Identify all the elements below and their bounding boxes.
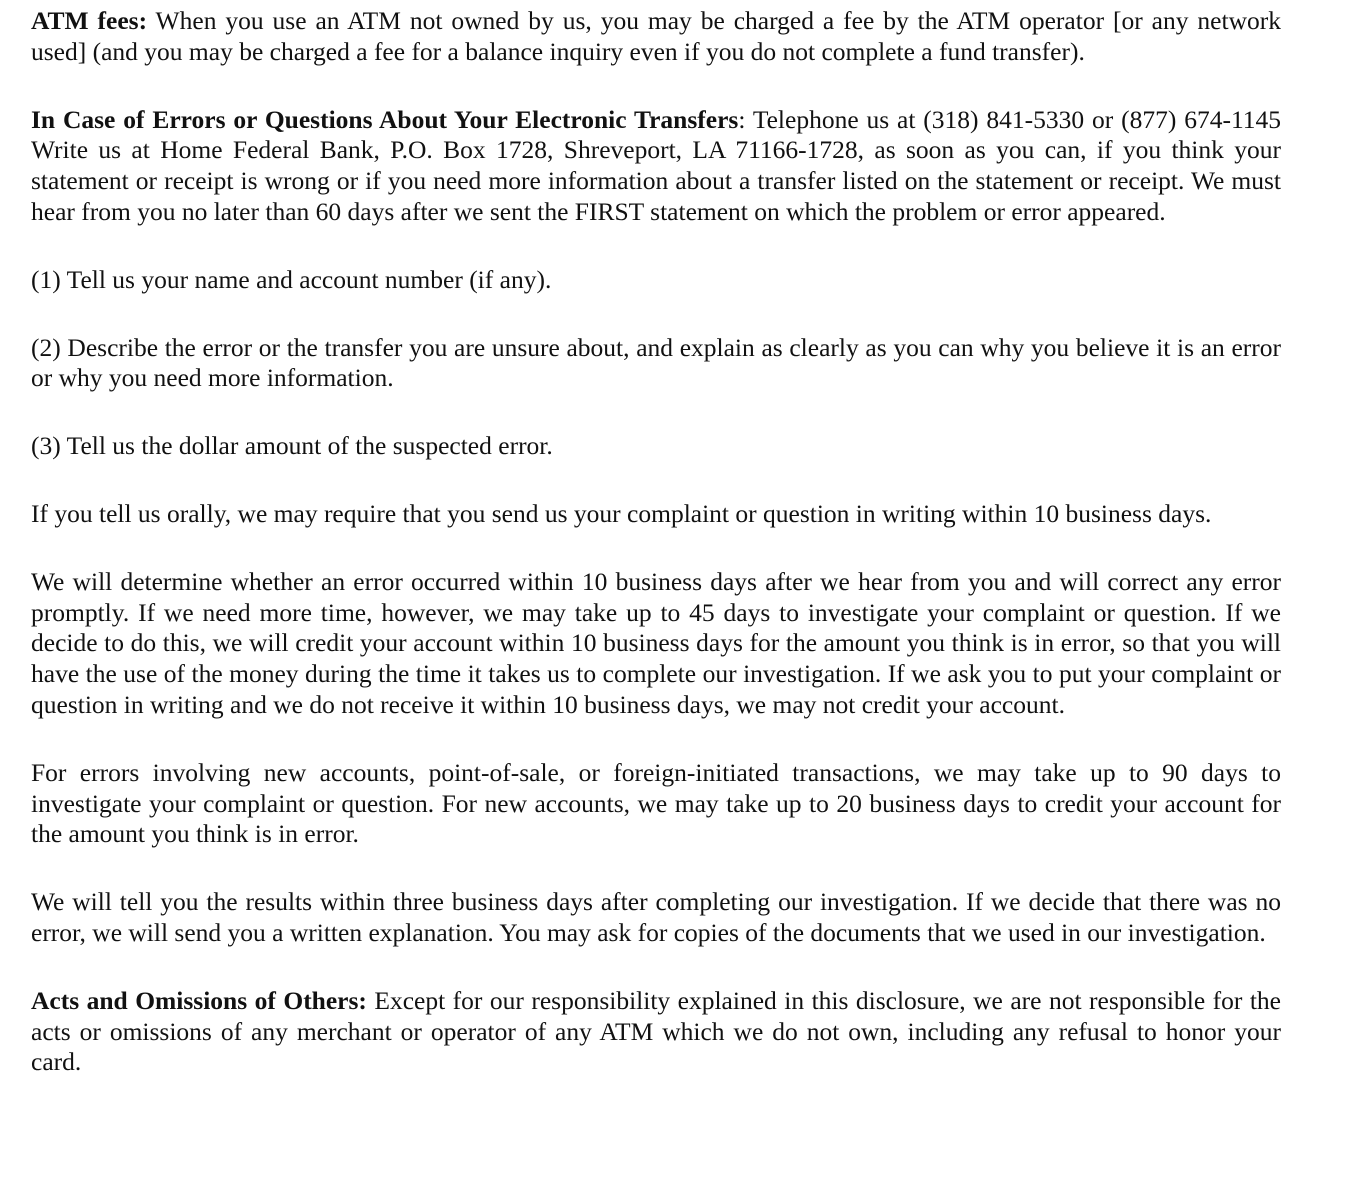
paragraph-text: (3) Tell us the dollar amount of the suspected error.: [31, 431, 553, 461]
paragraph-step-2: [31, 333, 1281, 395]
paragraph-text: (2) Describe the error or the transfer you are unsure about, and explain as clearly as you can why you believe it is an error or why you need more information.: [31, 332, 1281, 393]
paragraph-step-3: [31, 431, 1281, 462]
paragraph-text: Except for our responsibility explained in this disclosure, we are not responsible for the acts or omissions of any merchant or operator of any ATM which we do not own, including any refusal to honor your card.: [31, 985, 1281, 1077]
paragraph-oral-notice: [31, 499, 1281, 530]
paragraph-heading: Acts and Omissions of Others:: [31, 985, 367, 1015]
paragraph-text: : Telephone us at (318) 841-5330 or (877) 674-1145 Write us at Home Federal Bank, P.O. Box 1728, Shreveport, LA 71166-1728, as soon as you can, if you think your statement or receipt is wrong or if you need more information about a transfer listed on the statement or receipt. We must hear from you no later than 60 days after we sent the FIRST statement on which the problem or error appeared.: [31, 104, 1281, 226]
paragraph-determination: [31, 567, 1281, 721]
paragraph-acts-omissions: [31, 986, 1281, 1078]
paragraph-step-1: [31, 265, 1281, 296]
paragraph-text: (1) Tell us your name and account number (if any).: [31, 264, 552, 294]
paragraph-errors-questions: [31, 105, 1281, 228]
paragraph-results: [31, 887, 1281, 949]
paragraph-text: We will tell you the results within three business days after completing our investigation. If we decide that there was no error, we will send you a written explanation. You may ask for copies of the documents that we used in our investigation.: [31, 887, 1281, 947]
paragraph-new-accounts: [31, 758, 1281, 850]
paragraph-atm-fees: [31, 6, 1281, 68]
paragraph-text: When you use an ATM not owned by us, you may be charged a fee by the ATM operator [or any network used] (and you may be charged a fee for a balance inquiry even if you do not complete a fund transfer).: [31, 6, 1281, 66]
paragraph-text: If you tell us orally, we may require that you send us your complaint or question in writing within 10 business days.: [31, 498, 1212, 528]
paragraph-heading: In Case of Errors or Questions About Your Electronic Transfers: [31, 104, 739, 134]
document-page: [31, 6, 1281, 1115]
paragraph-heading: ATM fees:: [31, 6, 148, 35]
paragraph-text: We will determine whether an error occurred within 10 business days after we hear from you and will correct any error promptly. If we need more time, however, we may take up to 45 days to investigate your complaint or question. If we decide to do this, we will credit your account within 10 business days for the amount you think is in error, so that you will have the use of the money during the time it takes us to complete our investigation. If we ask you to put your complaint or question in writing and we do not receive it within 10 business days, we may not credit your account.: [31, 566, 1281, 719]
paragraph-text: For errors involving new accounts, point-of-sale, or foreign-initiated transactions, we may take up to 90 days to investigate your complaint or question. For new accounts, we may take up to 20 business days to credit your account for the amount you think is in error.: [31, 757, 1281, 849]
